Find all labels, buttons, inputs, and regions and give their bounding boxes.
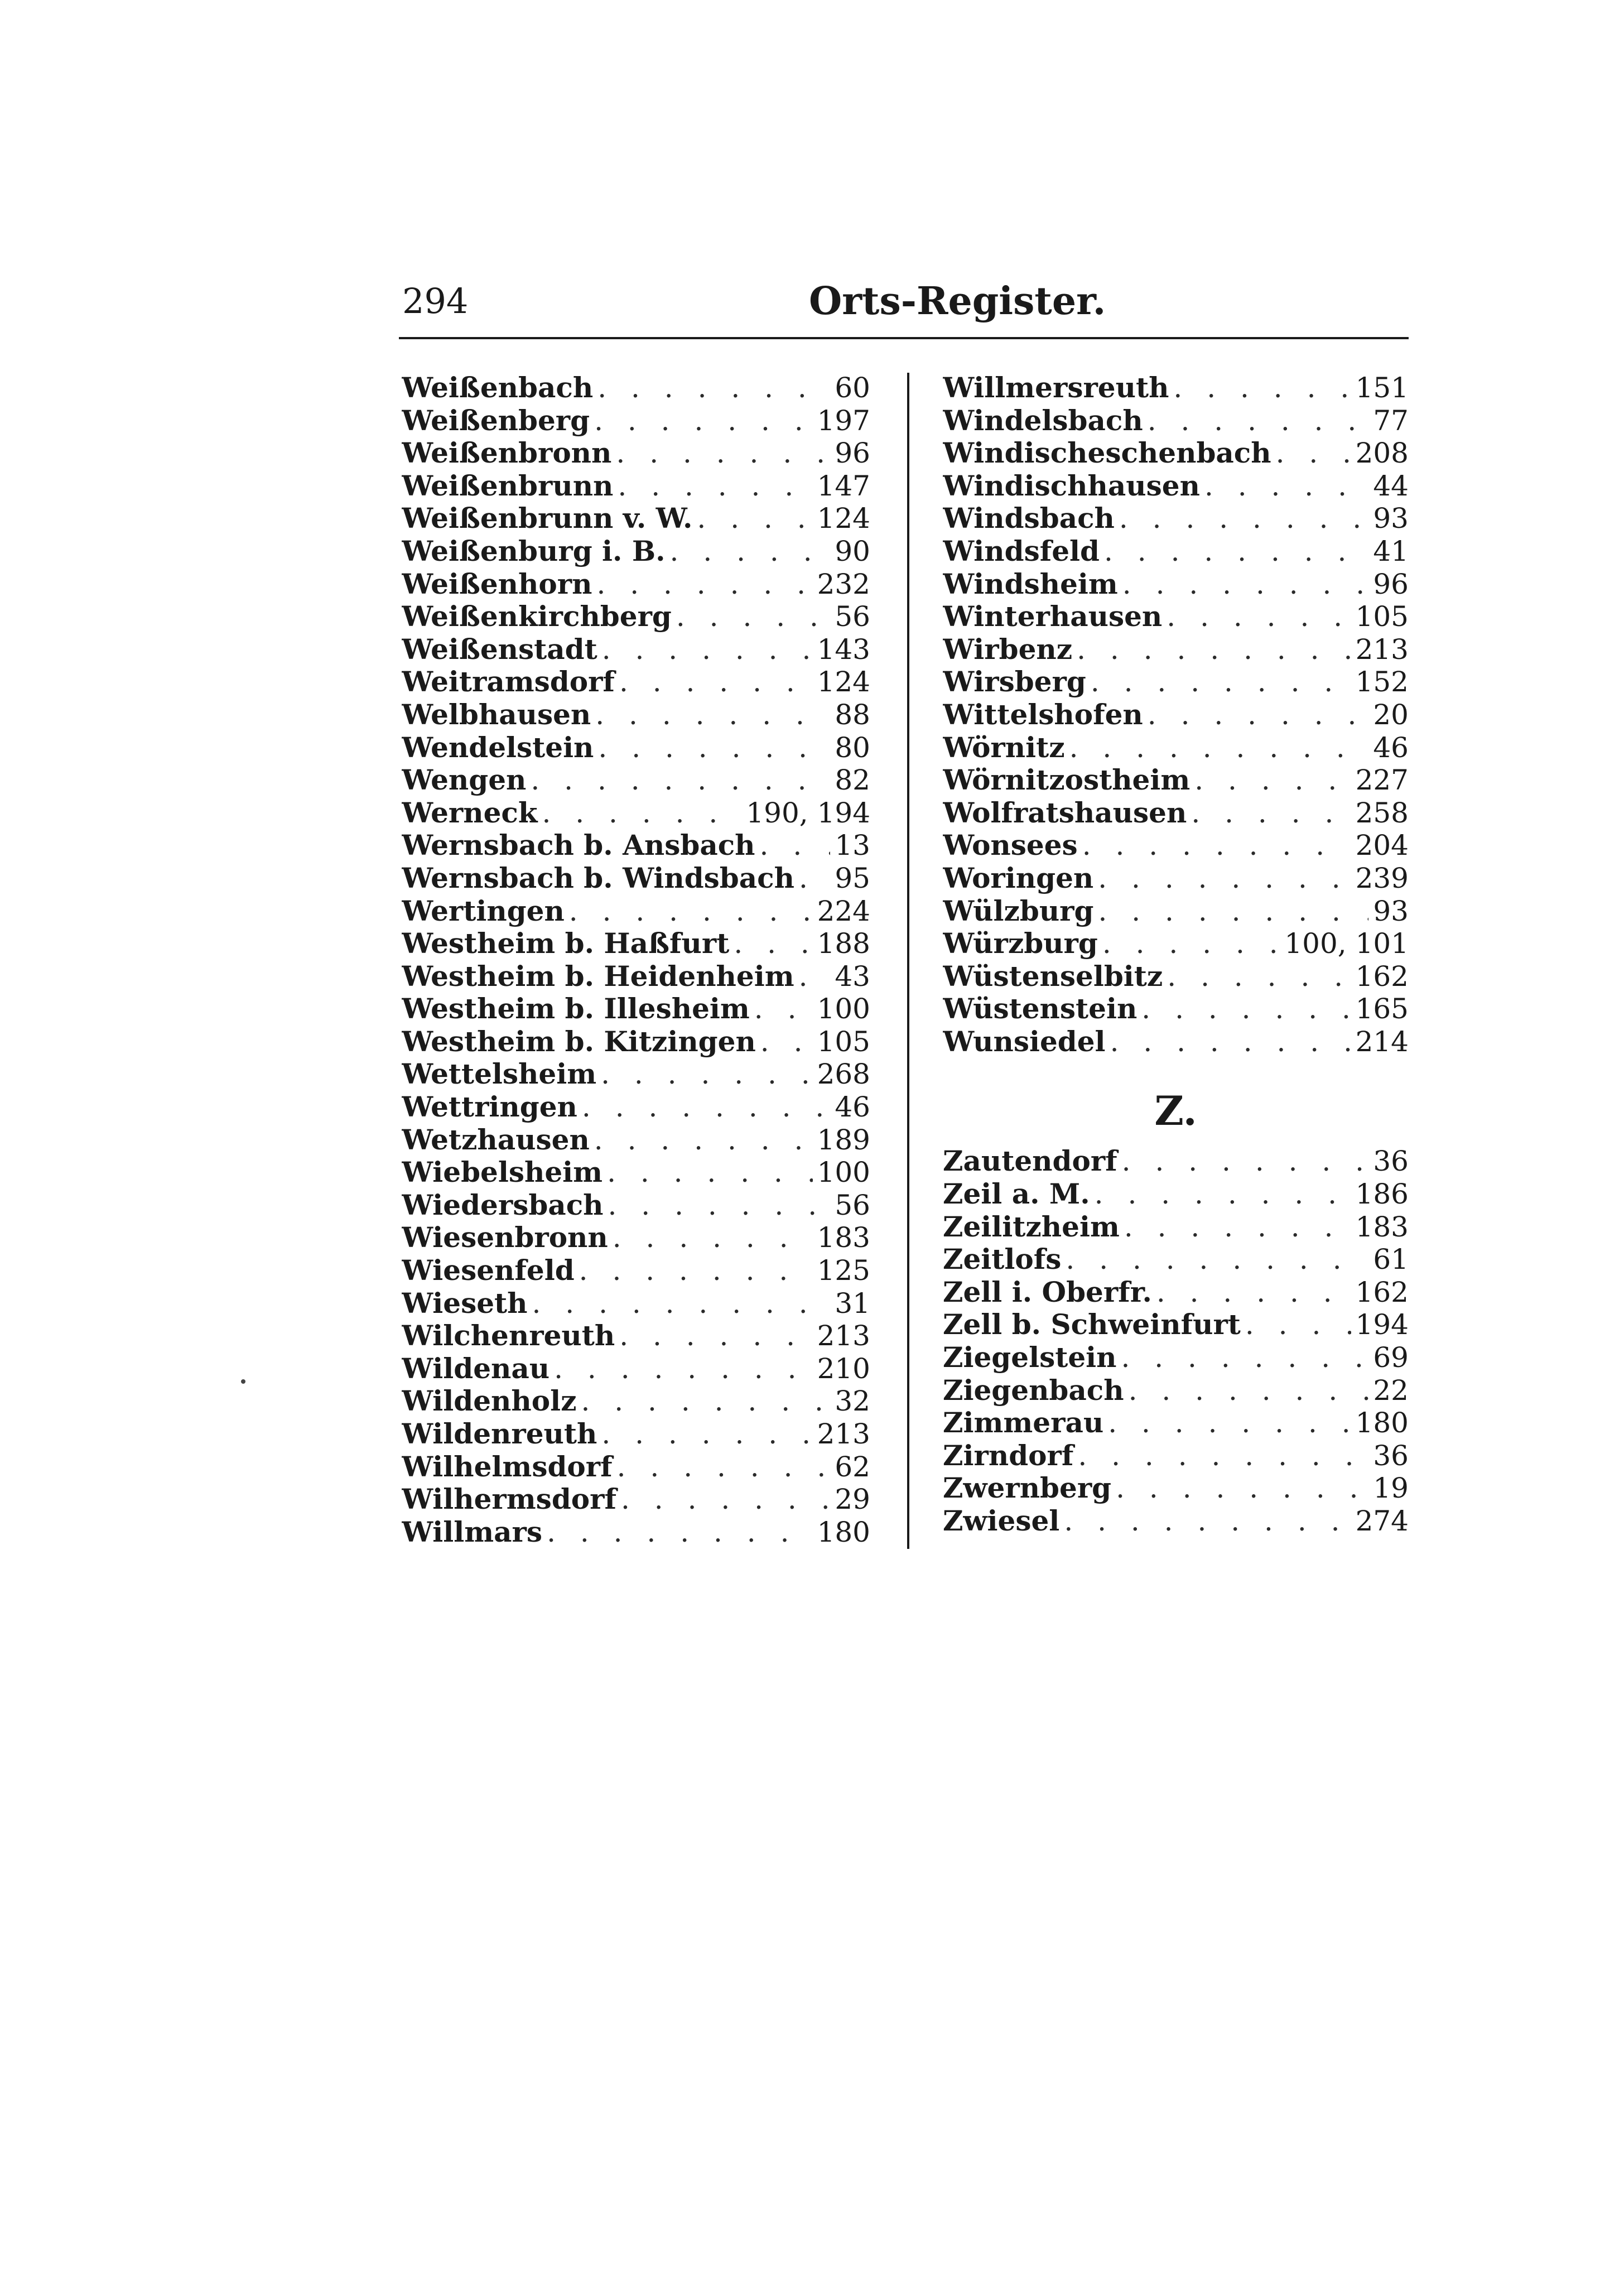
entry-place-name: Westheim b. Heidenheim — [402, 960, 794, 993]
entry-place-name: Wirsberg — [943, 666, 1086, 699]
dot-leader — [1108, 1407, 1351, 1440]
entry-place-name: Wörnitzostheim — [943, 764, 1191, 797]
entry-page-numbers: 162 — [1355, 960, 1409, 993]
entry-place-name: Wilhermsdorf — [402, 1483, 616, 1516]
entry-page-numbers: 224 — [817, 894, 870, 927]
index-entry — [402, 927, 870, 960]
dot-leader — [1104, 535, 1368, 568]
entry-page-numbers: 105 — [1355, 600, 1409, 633]
entry-page-numbers: 93 — [1373, 502, 1409, 535]
entry-place-name: Zell b. Schweinfurt — [943, 1308, 1241, 1341]
entry-page-numbers: 268 — [817, 1058, 870, 1091]
index-entry — [943, 600, 1409, 633]
entry-place-name: Wertingen — [402, 894, 565, 927]
dot-leader — [531, 764, 830, 797]
entry-page-numbers: 213 — [1355, 633, 1409, 666]
running-title: Orts-Register. — [809, 279, 1106, 324]
dot-leader — [595, 699, 830, 731]
entry-place-name: Weißenbrunn — [402, 469, 614, 502]
entry-page-numbers: 32 — [835, 1385, 870, 1418]
entry-place-name: Wengen — [402, 764, 527, 797]
dot-leader — [760, 829, 831, 862]
entry-page-numbers: 44 — [1373, 469, 1409, 502]
index-entry — [402, 1058, 870, 1091]
entry-page-numbers: 20 — [1373, 698, 1409, 731]
entry-place-name: Ziegenbach — [943, 1374, 1124, 1407]
index-entry — [402, 1385, 870, 1418]
index-entry — [402, 470, 870, 503]
index-entry — [402, 895, 870, 928]
index-entry — [402, 633, 870, 666]
entry-page-numbers: 56 — [835, 600, 870, 633]
index-entry — [402, 1156, 870, 1189]
entry-place-name: Willmars — [402, 1515, 543, 1548]
entry-page-numbers: 180 — [1355, 1407, 1409, 1440]
entry-place-name: Wiesenfeld — [402, 1254, 575, 1287]
entry-place-name: Wilchenreuth — [402, 1320, 615, 1352]
dot-leader — [1110, 1026, 1351, 1058]
dot-leader — [1091, 666, 1351, 699]
dot-leader — [532, 1287, 831, 1320]
dot-leader — [569, 895, 813, 928]
dot-leader — [594, 405, 812, 437]
entry-page-numbers: 61 — [1373, 1243, 1409, 1276]
index-entry — [402, 1516, 870, 1549]
entry-page-numbers: 186 — [1355, 1178, 1409, 1211]
dot-leader — [1116, 1472, 1368, 1505]
dot-leader — [1122, 1145, 1369, 1178]
dot-leader — [1119, 502, 1368, 535]
entry-page-numbers: 19 — [1373, 1472, 1409, 1505]
stray-ink-mark — [241, 1379, 245, 1384]
dot-leader — [596, 568, 812, 601]
entry-place-name: Wieseth — [402, 1287, 528, 1320]
index-column-right — [943, 372, 1409, 1538]
entry-place-name: Willmersreuth — [943, 372, 1169, 404]
entry-place-name: Wülzburg — [943, 894, 1094, 927]
entry-place-name: Wilhelmsdorf — [402, 1450, 613, 1483]
entry-place-name: Weitramsdorf — [402, 666, 615, 699]
entry-page-numbers: 96 — [1373, 567, 1409, 600]
entry-place-name: Wendelstein — [402, 731, 594, 764]
entry-place-name: Wiesenbronn — [402, 1221, 608, 1254]
dot-leader — [760, 1026, 813, 1058]
dot-leader — [1102, 927, 1280, 960]
entry-page-numbers: 96 — [835, 437, 870, 470]
entry-place-name: Westheim b. Illesheim — [402, 993, 750, 1026]
index-entry — [943, 437, 1409, 470]
index-entry — [402, 1451, 870, 1484]
entry-page-numbers: 213 — [817, 1418, 870, 1450]
entry-place-name: Windsfeld — [943, 535, 1100, 567]
entry-place-name: Weißenbrunn v. W. — [402, 502, 693, 535]
index-entry — [402, 1189, 870, 1222]
index-entry — [943, 764, 1409, 797]
entry-page-numbers: 143 — [817, 633, 870, 666]
dot-leader — [617, 1451, 831, 1484]
dot-leader — [1066, 1243, 1368, 1276]
index-entry — [943, 797, 1409, 830]
entry-page-numbers: 13 — [835, 829, 870, 862]
entry-place-name: Würzburg — [943, 927, 1098, 960]
index-entry — [943, 1308, 1409, 1341]
entry-place-name: Zwiesel — [943, 1505, 1060, 1537]
entry-page-numbers: 100, 101 — [1284, 927, 1409, 960]
entry-page-numbers: 232 — [817, 567, 870, 600]
entry-page-numbers: 46 — [835, 1091, 870, 1124]
index-entry — [402, 372, 870, 405]
index-entry — [943, 1374, 1409, 1407]
index-entry — [943, 895, 1409, 928]
dot-leader — [1156, 1276, 1351, 1309]
entry-page-numbers: 213 — [817, 1320, 870, 1352]
entry-page-numbers: 43 — [835, 960, 870, 993]
entry-place-name: Windischhausen — [943, 469, 1200, 502]
index-entry — [402, 666, 870, 699]
dot-leader — [1167, 600, 1351, 633]
entry-page-numbers: 124 — [817, 666, 870, 699]
entry-page-numbers: 29 — [835, 1483, 870, 1516]
index-entry — [943, 1178, 1409, 1211]
index-entry — [402, 502, 870, 535]
entry-place-name: Westheim b. Haßfurt — [402, 927, 730, 960]
dot-leader — [1121, 1341, 1368, 1374]
dot-leader — [619, 1320, 812, 1352]
dot-leader — [1173, 372, 1351, 405]
entry-place-name: Winterhausen — [943, 600, 1163, 633]
entry-page-numbers: 80 — [835, 731, 870, 764]
dot-leader — [670, 535, 831, 568]
entry-page-numbers: 93 — [1373, 894, 1409, 927]
index-entry — [943, 927, 1409, 960]
dot-leader — [1129, 1374, 1369, 1407]
entry-page-numbers: 60 — [835, 372, 870, 404]
index-column-left — [402, 372, 870, 1548]
dot-leader — [542, 797, 741, 830]
index-entry — [943, 666, 1409, 699]
entry-page-numbers: 31 — [835, 1287, 870, 1320]
entry-page-numbers: 152 — [1355, 666, 1409, 699]
entry-place-name: Wiedersbach — [402, 1188, 604, 1221]
dot-leader — [1095, 1178, 1351, 1211]
index-entry — [943, 502, 1409, 535]
dot-leader — [601, 1418, 812, 1451]
index-entry — [402, 862, 870, 895]
entry-place-name: Zeilitzheim — [943, 1210, 1120, 1243]
index-entry — [402, 1026, 870, 1058]
index-entry — [402, 731, 870, 764]
entry-page-numbers: 95 — [835, 861, 870, 894]
entry-page-numbers: 36 — [1373, 1145, 1409, 1178]
dot-leader — [554, 1352, 812, 1385]
dot-leader — [1148, 405, 1369, 437]
dot-leader — [1082, 829, 1351, 862]
entry-page-numbers: 125 — [817, 1254, 870, 1287]
entry-page-numbers: 100 — [817, 993, 870, 1026]
index-entry — [943, 1026, 1409, 1058]
index-entry — [943, 1472, 1409, 1505]
entry-page-numbers: 239 — [1355, 861, 1409, 894]
entry-place-name: Wettelsheim — [402, 1058, 597, 1091]
dot-leader — [613, 1221, 813, 1254]
page-number: 294 — [402, 281, 469, 321]
w-entries — [943, 372, 1409, 1058]
index-entry — [402, 1352, 870, 1385]
entry-place-name: Wernsbach b. Ansbach — [402, 829, 755, 862]
index-entry — [943, 1407, 1409, 1440]
entry-page-numbers: 258 — [1355, 796, 1409, 829]
index-entry — [943, 1243, 1409, 1276]
entry-page-numbers: 46 — [1373, 731, 1409, 764]
entry-place-name: Wildenau — [402, 1352, 550, 1385]
entry-place-name: Weißenkirchberg — [402, 600, 672, 633]
entry-page-numbers: 197 — [817, 404, 870, 437]
index-entry — [402, 568, 870, 601]
index-entry — [943, 1440, 1409, 1472]
dot-leader — [582, 1091, 830, 1124]
index-entry — [402, 1287, 870, 1320]
dot-leader — [579, 1254, 813, 1287]
index-entry — [943, 568, 1409, 601]
index-entry — [402, 1124, 870, 1157]
entry-place-name: Wildenreuth — [402, 1418, 597, 1450]
section-letter-z: Z. — [1154, 1087, 1197, 1135]
entry-place-name: Wirbenz — [943, 633, 1073, 666]
dot-leader — [1141, 993, 1351, 1026]
index-entry — [943, 1211, 1409, 1244]
dot-leader — [594, 1124, 813, 1157]
entry-page-numbers: 180 — [817, 1515, 870, 1548]
index-entry — [402, 535, 870, 568]
entry-place-name: Wildenholz — [402, 1385, 577, 1418]
index-entry — [402, 1221, 870, 1254]
index-entry — [943, 1145, 1409, 1178]
entry-place-name: Zeitlofs — [943, 1243, 1062, 1276]
entry-page-numbers: 188 — [817, 927, 870, 960]
entry-place-name: Weißenhorn — [402, 567, 592, 600]
entry-place-name: Wolfratshausen — [943, 796, 1187, 829]
entry-place-name: Zautendorf — [943, 1145, 1117, 1178]
dot-leader — [618, 470, 812, 503]
entry-page-numbers: 183 — [817, 1221, 870, 1254]
entry-page-numbers: 214 — [1355, 1025, 1409, 1058]
index-entry — [402, 405, 870, 437]
index-entry — [943, 1505, 1409, 1538]
column-divider — [907, 373, 909, 1549]
dot-leader — [1276, 437, 1351, 470]
entry-place-name: Woringen — [943, 861, 1094, 894]
entry-page-numbers: 151 — [1355, 372, 1409, 404]
dot-leader — [1191, 797, 1351, 830]
entry-page-numbers: 190, 194 — [746, 796, 870, 829]
index-entry — [943, 633, 1409, 666]
entry-place-name: Weißenbach — [402, 372, 594, 404]
entry-page-numbers: 88 — [835, 698, 870, 731]
entry-place-name: Wonsees — [943, 829, 1078, 862]
entry-page-numbers: 100 — [817, 1156, 870, 1189]
dot-leader — [1064, 1505, 1351, 1538]
dot-leader — [1077, 633, 1351, 666]
dot-leader — [602, 633, 813, 666]
dot-leader — [1148, 699, 1369, 731]
entry-place-name: Weißenbronn — [402, 437, 612, 470]
index-entry — [402, 797, 870, 830]
entry-place-name: Wittelshofen — [943, 698, 1143, 731]
dot-leader — [616, 437, 830, 470]
entry-place-name: Welbhausen — [402, 698, 591, 731]
entry-page-numbers: 62 — [835, 1450, 870, 1483]
dot-leader — [754, 993, 813, 1026]
dot-leader — [581, 1385, 830, 1418]
entry-page-numbers: 41 — [1373, 535, 1409, 567]
entry-place-name: Ziegelstein — [943, 1341, 1117, 1374]
entry-page-numbers: 147 — [817, 469, 870, 502]
entry-place-name: Windsheim — [943, 567, 1118, 600]
z-entries — [943, 1145, 1409, 1537]
dot-leader — [597, 372, 830, 405]
dot-leader — [608, 1189, 831, 1222]
entry-page-numbers: 69 — [1373, 1341, 1409, 1374]
index-entry — [943, 535, 1409, 568]
dot-leader — [799, 960, 831, 993]
index-entry — [943, 960, 1409, 993]
index-entry — [943, 829, 1409, 862]
entry-page-numbers: 204 — [1355, 829, 1409, 862]
index-entry — [402, 699, 870, 731]
index-entry — [402, 1483, 870, 1516]
entry-page-numbers: 77 — [1373, 404, 1409, 437]
index-entry — [402, 1254, 870, 1287]
entry-place-name: Zwernberg — [943, 1472, 1112, 1505]
entry-page-numbers: 189 — [817, 1123, 870, 1156]
entry-page-numbers: 124 — [817, 502, 870, 535]
entry-page-numbers: 162 — [1355, 1275, 1409, 1308]
header-rule — [399, 337, 1409, 339]
dot-leader — [1078, 1440, 1368, 1472]
index-entry — [402, 1320, 870, 1352]
dot-leader — [621, 1483, 830, 1516]
entry-place-name: Zirndorf — [943, 1439, 1074, 1472]
entry-place-name: Zeil a. M. — [943, 1178, 1090, 1211]
dot-leader — [697, 502, 812, 535]
entry-page-numbers: 105 — [817, 1025, 870, 1058]
entry-place-name: Wiebelsheim — [402, 1156, 603, 1189]
dot-leader — [1098, 895, 1368, 928]
entry-page-numbers: 227 — [1355, 764, 1409, 797]
index-entry — [402, 600, 870, 633]
index-entry — [402, 993, 870, 1026]
index-entry — [943, 731, 1409, 764]
entry-page-numbers: 36 — [1373, 1439, 1409, 1472]
dot-leader — [1098, 862, 1351, 895]
entry-page-numbers: 56 — [835, 1188, 870, 1221]
dot-leader — [601, 1058, 812, 1091]
index-entry — [402, 829, 870, 862]
entry-place-name: Weißenburg i. B. — [402, 535, 666, 567]
entry-place-name: Wetzhausen — [402, 1123, 590, 1156]
entry-place-name: Wüstenstein — [943, 993, 1138, 1026]
dot-leader — [799, 862, 830, 895]
dot-leader — [1245, 1308, 1351, 1341]
dot-leader — [607, 1156, 813, 1189]
index-entry — [402, 764, 870, 797]
index-entry — [402, 1091, 870, 1124]
entry-place-name: Zell i. Oberfr. — [943, 1275, 1152, 1308]
dot-leader — [547, 1516, 813, 1549]
dot-leader — [676, 600, 830, 633]
entry-place-name: Wüstenselbitz — [943, 960, 1163, 993]
index-entry — [943, 1341, 1409, 1374]
index-entry — [943, 699, 1409, 731]
index-entry — [943, 1276, 1409, 1309]
entry-place-name: Werneck — [402, 796, 538, 829]
dot-leader — [598, 731, 830, 764]
dot-leader — [619, 666, 813, 699]
entry-place-name: Windischeschenbach — [943, 437, 1271, 470]
index-entry — [943, 993, 1409, 1026]
entry-place-name: Weißenberg — [402, 404, 590, 437]
index-entry — [402, 960, 870, 993]
dot-leader — [1204, 470, 1368, 503]
entry-page-numbers: 274 — [1355, 1505, 1409, 1537]
dot-leader — [734, 927, 812, 960]
entry-page-numbers: 82 — [835, 764, 870, 797]
dot-leader — [1194, 764, 1351, 797]
entry-place-name: Wernsbach b. Windsbach — [402, 861, 794, 894]
index-entry — [943, 372, 1409, 405]
dot-leader — [1124, 1211, 1351, 1244]
entry-page-numbers: 165 — [1355, 993, 1409, 1026]
dot-leader — [1069, 731, 1369, 764]
entry-place-name: Wettringen — [402, 1091, 577, 1124]
entry-place-name: Westheim b. Kitzingen — [402, 1025, 756, 1058]
entry-page-numbers: 183 — [1355, 1210, 1409, 1243]
entry-place-name: Wörnitz — [943, 731, 1065, 764]
entry-place-name: Zimmerau — [943, 1407, 1104, 1440]
entry-page-numbers: 90 — [835, 535, 870, 567]
index-entry — [943, 862, 1409, 895]
entry-place-name: Windsbach — [943, 502, 1115, 535]
entry-page-numbers: 194 — [1355, 1308, 1409, 1341]
entry-place-name: Weißenstadt — [402, 633, 597, 666]
index-entry — [943, 470, 1409, 503]
entry-page-numbers: 208 — [1355, 437, 1409, 470]
dot-leader — [1122, 568, 1369, 601]
entry-place-name: Wunsiedel — [943, 1025, 1106, 1058]
entry-place-name: Windelsbach — [943, 404, 1143, 437]
index-entry — [402, 437, 870, 470]
dot-leader — [1167, 960, 1351, 993]
entry-page-numbers: 210 — [817, 1352, 870, 1385]
index-entry — [943, 405, 1409, 437]
entry-page-numbers: 22 — [1373, 1374, 1409, 1407]
index-entry — [402, 1418, 870, 1451]
